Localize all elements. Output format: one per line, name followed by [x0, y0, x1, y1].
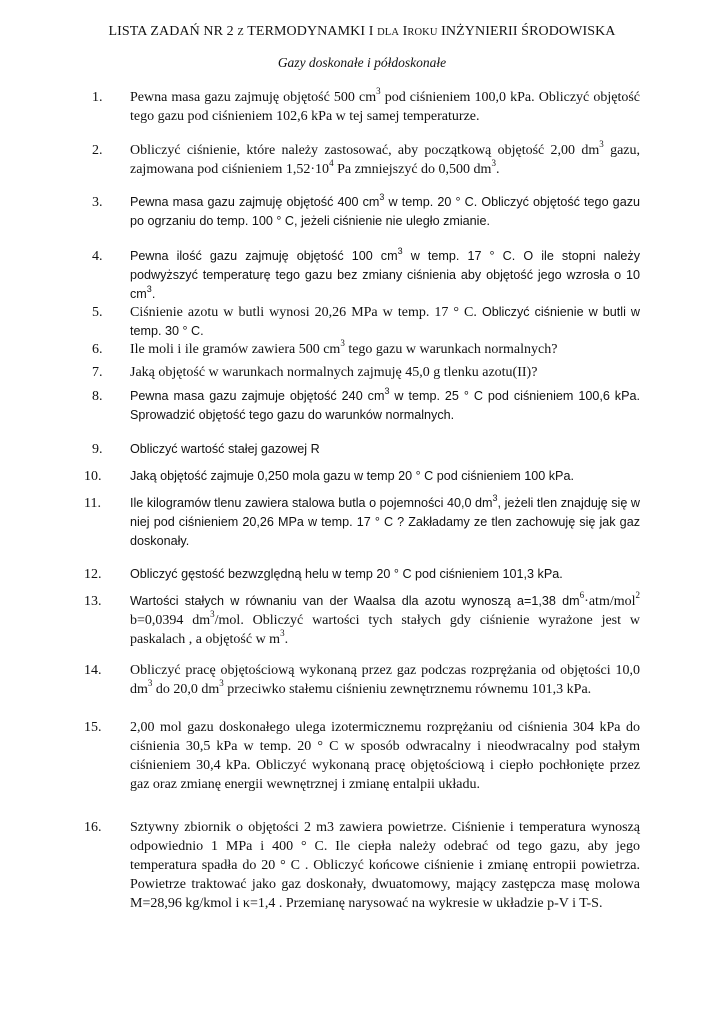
page-header: [0, 24, 724, 40]
problem-number: 13.: [84, 594, 102, 609]
header-part: DLA: [377, 27, 400, 38]
problem-number: 11.: [84, 496, 101, 511]
header-part: Z: [237, 27, 244, 38]
problem-1: [92, 88, 640, 126]
problem-number: 9.: [92, 442, 103, 457]
problem-15: [84, 718, 640, 794]
problem-2: [92, 141, 640, 179]
problem-number: 16.: [84, 820, 102, 835]
problem-number: 3.: [92, 195, 103, 210]
problem-6: [92, 340, 640, 359]
problem-16: [84, 818, 640, 913]
problem-text: Ile kilogramów tlenu zawiera stalowa butla o pojemności 40,0 $dm^3$, jeżeli tlen znajduję się w niej pod ciśnieniem 20,26 MPa w temp. 17 ° C ? Zakładamy ze tlen zachowuję się jak gaz doskonały.: [130, 492, 640, 548]
problem-number: 7.: [92, 365, 103, 380]
problem-number: 4.: [92, 249, 103, 264]
problem-5: [92, 303, 640, 341]
problem-text: Wartości stałych w równaniu van der Waalsa dla azotu wynoszą a=1,38 $dm^6\cdot atm/mol^2$ b=0,0394 $dm^3$/mol. Obliczyć wartości tych stałych gdy ciśnienie wyrażone jest w paskalach , a objętość w $m^3$.: [130, 590, 640, 647]
problem-number: 2.: [92, 143, 103, 158]
problem-text: Pewna masa gazu zajmuję objętość 500 $cm^3$ pod ciśnieniem 100,0 kPa. Obliczyć objętość tego gazu pod ciśnieniem 102,6 kPa w tej samej temperaturze.: [130, 86, 640, 124]
problem-text: 2,00 mol gazu doskonałego ulega izotermicznemu rozprężaniu od ciśnienia 304 kPa do ciśnienia 30,5 kPa w temp. 20 ° C w sposób odwracalny i nieodwracalny pod stałym ciśnieniem 30,4 kPa. Obliczyć wykonaną pracę objętościową i ciepło pochłonięte przez gaz oraz zmianę energii wewnętrznej i zmianę entalpii układu.: [130, 720, 640, 792]
problem-text: Pewna masa gazu zajmuje objętość 240 $cm^3$ w temp. 25 ° C pod ciśnieniem 100,6 kPa. Sprowadzić objętość tego gazu do warunków normalnych.: [130, 385, 640, 422]
header-part: I: [402, 24, 408, 39]
problem-text: Jaką objętość w warunkach normalnych zajmuję 45,0 g tlenku azotu(II)?: [130, 365, 538, 380]
problem-11: [84, 492, 640, 551]
header-part: ROKU: [407, 27, 438, 38]
problem-text: Obliczyć pracę objętościową wykonaną przez gaz podczas rozprężania od objętości 10,0 $dm^3$ do 20,0 $dm^3$ przeciwko stałemu ciśnieniu zewnętrznemu równemu 101,3 kPa.: [130, 663, 640, 697]
problem-12: [84, 565, 640, 584]
problem-number: 5.: [92, 305, 103, 320]
header-part: LISTA ZADAŃ NR 2: [108, 24, 234, 39]
problem-9: [92, 440, 640, 459]
problem-7: [92, 363, 640, 382]
problem-3: [92, 193, 640, 231]
problem-text: Jaką objętość zajmuje 0,250 mola gazu w temp 20 ° C pod ciśnieniem 100 kPa.: [130, 469, 574, 483]
problem-text: Pewna masa gazu zajmuję objętość 400 $cm^3$ w temp. 20 ° C. Obliczyć objętość tego gazu po ogrzaniu do temp. 100 ° C, jeżeli ciśnienie nie uległo zmianie.: [130, 191, 640, 228]
problem-number: 14.: [84, 663, 102, 678]
problem-number: 12.: [84, 567, 102, 582]
section-subtitle: Gazy doskonałe i półdoskonałe: [277, 55, 447, 70]
problem-text: Pewna ilość gazu zajmuję objętość 100 $cm^3$ w temp. 17 ° C. O ile stopni należy podwyższyć temperaturę tego gazu bez zmiany ciśnienia aby objętość jego wzrosła o 10 $cm^3$.: [130, 245, 640, 301]
problem-10: [84, 467, 640, 486]
problem-text: Ile moli i ile gramów zawiera 500 $cm^3$ tego gazu w warunkach normalnych?: [130, 338, 558, 357]
header-part: INŻYNIERII ŚRODOWISKA: [441, 24, 616, 39]
problem-8: [92, 387, 640, 425]
problem-number: 15.: [84, 720, 102, 735]
problem-text: Obliczyć gęstość bezwzględną helu w temp 20 ° C pod ciśnieniem 101,3 kPa.: [130, 567, 563, 581]
problem-text: Obliczyć ciśnienie, które należy zastosować, aby początkową objętość 2,00 $dm^3$ gazu, zajmowana pod ciśnieniem $1,52\cdot 10^4$ Pa zmniejszyć do 0,500 $dm^3$.: [130, 139, 641, 177]
problem-number: 6.: [92, 342, 103, 357]
problem-4: [92, 247, 640, 304]
problem-text: Obliczyć wartość stałej gazowej R: [130, 442, 320, 456]
problem-number: 10.: [84, 469, 102, 484]
problem-text: Sztywny zbiornik o objętości 2 m3 zawiera powietrze. Ciśnienie i temperatura wynoszą odpowiednio 1 MPa i 400 ° C. Ile ciepła należy odebrać od tego gazu, aby jego temperatura spadła do 20 ° C . Obliczyć końcowe ciśnienie i zmianę entropii powietrza. Powietrze traktować jako gaz doskonały, dwuatomowy, mający zastępcza masę molowa M=28,96 kg/kmol i κ=1,4 . Przemianę narysować na wykresie w układzie p-V i T-S.: [130, 820, 640, 911]
problem-14: [84, 661, 640, 699]
problem-text: Ciśnienie azotu w butli wynosi 20,26 MPa w temp. 17 ° C. Obliczyć ciśnienie w butli w temp. 30 ° C.: [130, 305, 641, 338]
problem-13: [84, 590, 640, 649]
problem-number: 8.: [92, 389, 103, 404]
problem-number: 1.: [92, 90, 103, 105]
header-part: I: [368, 24, 374, 39]
header-part: TERMODYNAMKI: [247, 24, 366, 39]
